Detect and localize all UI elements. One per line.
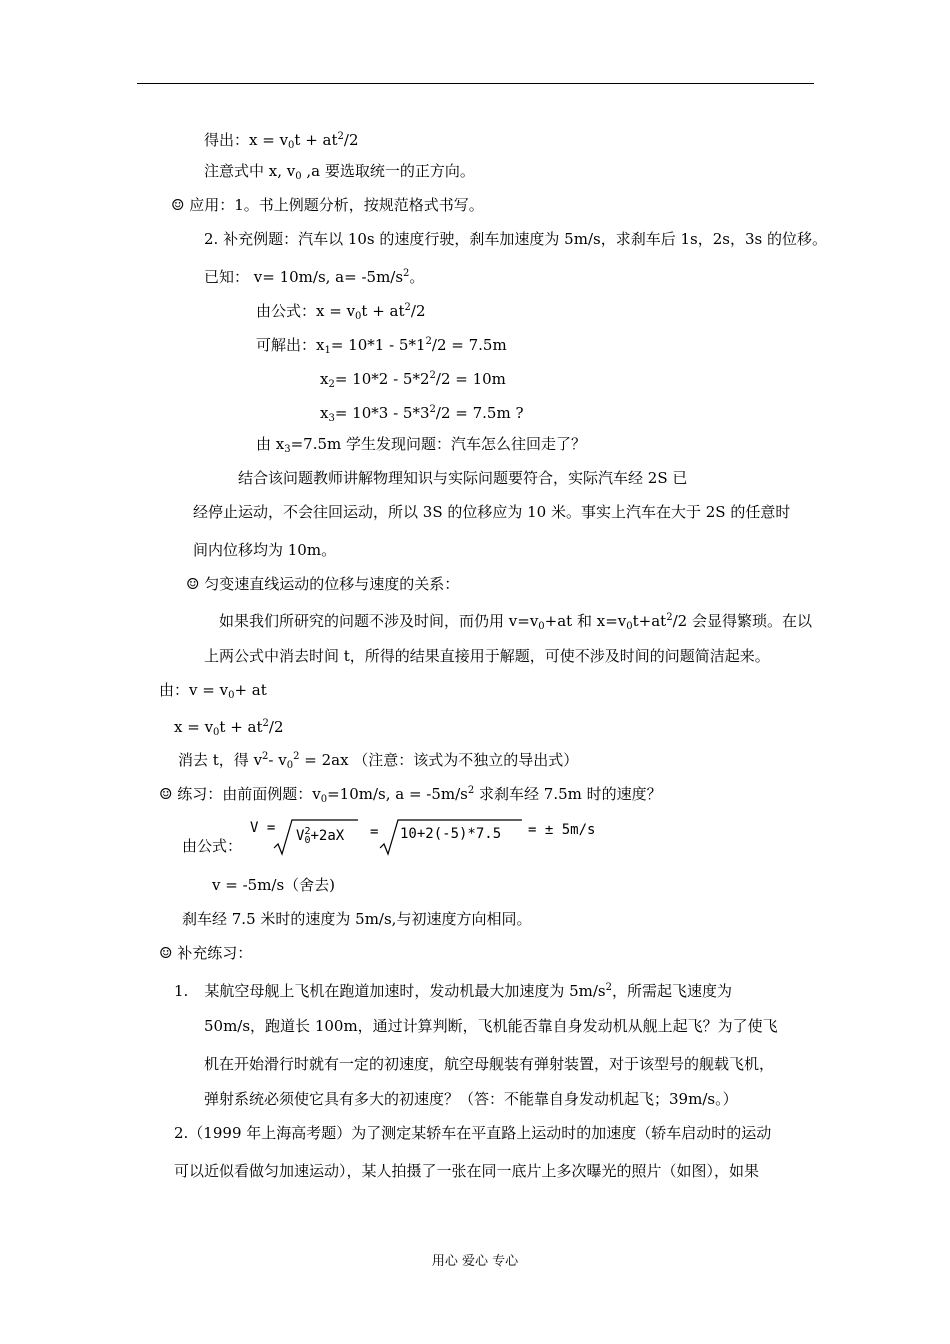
line-by-formula-label: 由公式： xyxy=(182,837,243,855)
smiley-icon: ☺ xyxy=(186,575,200,593)
line-derive: 得出：$x = v_0t + at^2/2$ xyxy=(204,131,359,151)
line-x2: $x_2= 10*2 - 5*2^2/2 = 10m$ xyxy=(320,370,506,390)
line-from-v: 由：$v = v_0+$ at xyxy=(159,681,267,701)
line-given: 已知： v= 10m/s, $a= -5m/s^2$。 xyxy=(204,268,425,286)
paragraph-line-3: 间内位移均为 10m。 xyxy=(193,541,337,559)
exercise-1-line-1: 1. 某航空母舰上飞机在跑道加速时，发动机最大加速度为 $5m/s^2$，所需起飞速度为 xyxy=(174,982,732,1000)
smiley-icon: ☺ xyxy=(159,785,173,803)
smiley-icon: ☺ xyxy=(171,196,185,214)
header-rule xyxy=(137,83,814,84)
line-x1: 可解出：$x_1= 10*1 - 5*1^2/2 = 7.5m$ xyxy=(256,336,507,356)
paragraph2-line-2: 上两公式中消去时间 t，所得的结果直接用于解题，可使不涉及时间的问题简洁起来。 xyxy=(204,647,770,665)
line-problem: 由 $x_3=7.5m$ 学生发现问题：汽车怎么往回走了？ xyxy=(256,435,587,455)
page-footer: 用心 爱心 专心 xyxy=(431,1254,519,1269)
section-heading-supplementary: ☺ 补充练习： xyxy=(159,944,253,962)
paragraph2-line-1: 如果我们所研究的问题不涉及时间，而仍用 $v=v_0+at$ 和 $x=v_0t+at^2/2$ 会显得繁琐。在以 xyxy=(219,612,812,632)
line-application: ☺ 应用：1。书上例题分析，按规范格式书写。 xyxy=(171,196,484,214)
exercise-1-line-4: 弹射系统必须使它具有多大的初速度？（答：不能靠自身发动机起飞；39m/s。） xyxy=(204,1090,738,1108)
line-x3: $x_3= 10*3 - 5*3^2/2 = 7.5m$ ? xyxy=(320,404,524,424)
exercise-1-line-2: 50m/s，跑道长 100m，通过计算判断，飞机能否靠自身发动机从舰上起飞？为了使飞 xyxy=(204,1017,778,1035)
exercise-1-line-3: 机在开始滑行时就有一定的初速度，航空母舰装有弹射装置，对于该型号的舰载飞机， xyxy=(204,1055,775,1073)
section-heading-velocity-displacement: ☺ 匀变速直线运动的位移与速度的关系： xyxy=(186,575,460,593)
line-eliminate-t: 消去 t，得 $v^2-$ $v_0^2 = 2ax$ （注意：该式为不独立的导出式） xyxy=(178,751,579,771)
line-example-2: 2. 补充例题：汽车以 10s 的速度行驶，刹车加速度为 5m/s，求刹车后 1s，2s，3s 的位移。 xyxy=(204,230,827,248)
exercise-2-line-2: 可以近似看做匀加速运动），某人拍摄了一张在同一底片上多次曝光的照片（如图），如果 xyxy=(174,1162,760,1180)
paragraph-line-1: 结合该问题教师讲解物理知识与实际问题要符合，实际汽车经 2S 已 xyxy=(238,469,688,487)
paragraph-line-2: 经停止运动，不会往回运动，所以 3S 的位移应为 10 米。事实上汽车在大于 2S 的任意时 xyxy=(193,503,791,521)
velocity-formula-image: V = $V_0^2+2aX$ = 10+2(-5)*7.5 = ± 5m/s xyxy=(250,818,610,858)
exercise-2-line-1: 2.（1999 年上海高考题）为了测定某轿车在平直路上运动时的加速度（轿车启动时的运动 xyxy=(174,1124,772,1142)
line-conclusion: 刹车经 7.5 米时的速度为 5m/s,与初速度方向相同。 xyxy=(182,910,532,928)
smiley-icon: ☺ xyxy=(159,944,173,962)
line-discard: v = -5m/s（舍去) xyxy=(212,876,336,894)
line-note-direction: 注意式中 x, $v_0$ ,a 要选取统一的正方向。 xyxy=(204,162,475,182)
line-exercise: ☺ 练习：由前面例题：$v_0=10m/s$, $a = -5m/s^2$ 求刹车经 7.5m 时的速度？ xyxy=(159,785,662,805)
line-x-formula: $x = v_0t + at^2/2$ xyxy=(174,718,284,738)
line-by-formula: 由公式：$x = v_0t + at^2/2$ xyxy=(256,302,426,322)
